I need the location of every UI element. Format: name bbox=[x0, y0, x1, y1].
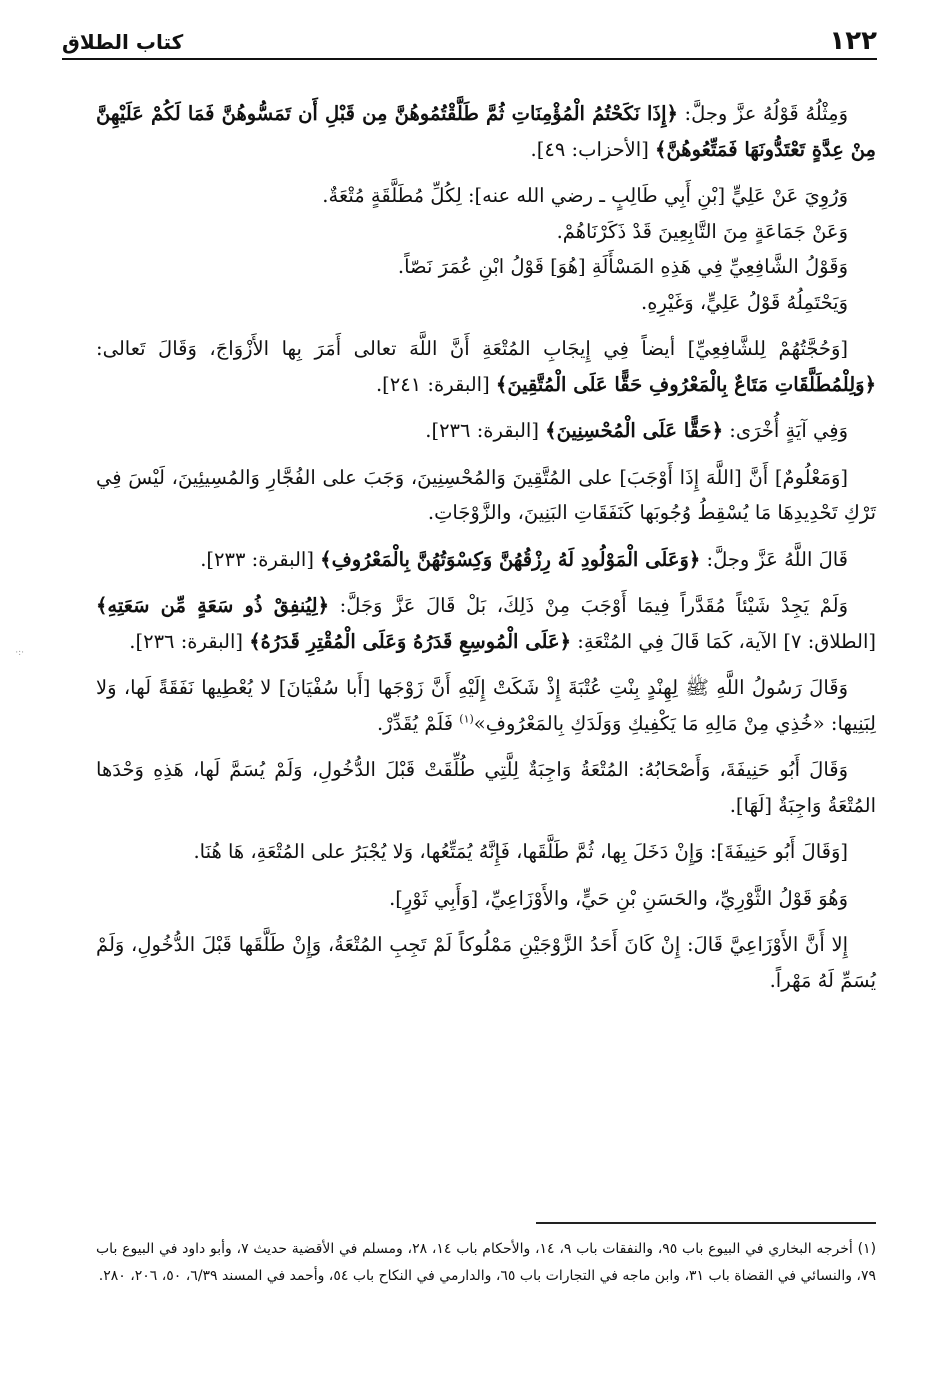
paragraph: وَمِثْلُهُ قَوْلُهُ عزَّ وجلَّ: ﴿إِذَا نَكَحْتُمُ الْمُؤْمِنَاتِ ثُمَّ طَلَّقْتُمُوهُنَّ مِن قَبْلِ أَن تَمَسُّوهُنَّ فَمَا لَكُمْ عَلَيْهِنَّ مِنْ عِدَّةٍ تَعْتَدُّونَهَا فَمَتِّعُوهُنَّ﴾ [الأحزاب: ٤٩]. bbox=[96, 102, 876, 161]
quran-verse: ﴿حَقًّا عَلَى الْمُحْسِنِينَ﴾ bbox=[545, 419, 724, 442]
quran-verse: ﴿عَلَى الْمُوسِعِ قَدَرُهُ وَعَلَى الْمُقْتِرِ قَدَرُهُ﴾ bbox=[249, 629, 572, 653]
paragraph: وَهُوَ قَوْلُ الثَّوْرِيِّ، والحَسَنِ بْنِ حَيٍّ، والأَوْزَاعِيِّ، [وَأَبِي ثَوْرٍ]. bbox=[389, 886, 848, 910]
quran-verse: ﴿لِيُنفِقْ ذُو سَعَةٍ مِّن سَعَتِهِ﴾ bbox=[96, 594, 330, 617]
quran-verse: ﴿إِذَا نَكَحْتُمُ الْمُؤْمِنَاتِ ثُمَّ طَلَّقْتُمُوهُنَّ مِن قَبْلِ أَن تَمَسُّوهُنَّ فَمَا لَكُمْ عَلَيْهِنَّ مِنْ عِدَّةٍ تَعْتَدُّونَهَا فَمَتِّعُوهُنَّ﴾ bbox=[96, 102, 876, 161]
paragraph: وَيَحْتَمِلُهُ قَوْلُ عَلِيٍّ، وَغَيْرِهِ. bbox=[641, 290, 848, 314]
paragraph: قَالَ اللَّهُ عَزَّ وجلَّ: ﴿وَعَلَى الْمَوْلُودِ لَهُ رِزْقُهُنَّ وَكِسْوَتُهُنَّ بِالْمَعْرُوفِ﴾ [البقرة: ٢٣٣]. bbox=[200, 547, 848, 571]
paragraph: إِلا أَنَّ الأَوْزَاعِيَّ قَالَ: إِنْ كَانَ أَحَدُ الزَّوْجَيْنِ مَمْلُوكاً لَمْ تَجِبِ المُتْعَةُ، وَإِنْ طَلَّقَها قَبْلَ الدُّخُولِ، وَلَمْ يُسَمِّ لَهُ مَهْراً. bbox=[96, 933, 876, 992]
quran-verse: ﴿وَلِلْمُطَلَّقَاتِ مَتَاعٌ بِالْمَعْرُوفِ حَقًّا عَلَى الْمُتَّقِينَ﴾ bbox=[495, 372, 876, 396]
footnote-marker: (١) bbox=[857, 1241, 877, 1257]
quran-verse: ﴿وَعَلَى الْمَوْلُودِ لَهُ رِزْقُهُنَّ وَكِسْوَتُهُنَّ بِالْمَعْرُوفِ﴾ bbox=[320, 547, 701, 571]
footnote-reference[interactable]: (١) bbox=[459, 712, 474, 725]
paragraph: وَقَالَ رَسُولُ اللَّهِ ﷺ لِهِنْدٍ بِنْتِ عُتْبَةَ إِذْ شَكَتْ إِلَيْهِ أَنَّ زَوْجَها [أَبا سُفْيَانَ] لا يُعْطِيها نَفَقَةً لَها، وَلا لِبَنِيها: «خُذِي مِنْ مَالِهِ مَا يَكْفِيكِ وَوَلَدَكِ بِالمَعْرُوفِ»$^{(١)}$ فَلَمْ يُقَدِّرْ. bbox=[96, 676, 876, 735]
running-header bbox=[62, 22, 877, 66]
paragraph: [وَمَعْلُومٌ] أَنَّ [اللَّهَ إِذَا أَوْجَبَ] على المُتَّقِينَ وَالمُحْسِنِينَ، وَجَبَ على الفُجَّارِ وَالمُسِيئِينَ، لَيْسَ فِي تَرْكِ تَحْدِيدِهَا مَا يُسْقِطُ وُجُوبَها كَنَفَقَاتِ البَنِينَ، والزَّوْجَاتِ. bbox=[96, 465, 876, 524]
paragraph: وَلَمْ يَجِدْ شَيْئاً مُقَدَّراً فِيمَا أَوْجَبَ مِنْ ذَلِكَ، بَلْ قَالَ عَزَّ وَجَلَّ: ﴿لِيُنفِقْ ذُو سَعَةٍ مِّن سَعَتِهِ﴾ [الطلاق: ٧] الآية، كَمَا قَالَ فِي المُتْعَةِ: ﴿عَلَى الْمُوسِعِ قَدَرُهُ وَعَلَى الْمُقْتِرِ قَدَرُهُ﴾ [البقرة: ٢٣٦]. bbox=[96, 594, 876, 653]
book-title: كتاب الطلاق bbox=[62, 30, 184, 54]
footnote-separator bbox=[536, 1222, 876, 1224]
page-number: ١٢٢ bbox=[829, 26, 877, 56]
paragraph: وَرُوِيَ عَنْ عَلِيٍّ [بْنِ أَبِي طَالِبٍ ـ رضي الله عنه]: لِكُلِّ مُطَلَّقَةٍ مُتْعَةٌ. bbox=[322, 184, 848, 207]
main-text bbox=[96, 96, 876, 1009]
paragraph: وَقَالَ أَبُو حَنِيفَةَ، وَأَصْحَابُهُ: المُتْعَةُ وَاجِبَةٌ لِلَّتِي طُلِّقَتْ قَبْلَ الدُّخُولِ، وَلَمْ يُسَمَّ لَها، هَذِهِ وَحْدَها المُتْعَةُ وَاجِبَةٌ [لَهَا]. bbox=[96, 758, 876, 817]
scan-speck: ·:· bbox=[15, 648, 24, 658]
paragraph: وَفِي آيَةٍ أُخْرَى: ﴿حَقًّا عَلَى الْمُحْسِنِينَ﴾ [البقرة: ٢٣٦]. bbox=[425, 419, 848, 442]
paragraph: [وَحُجَّتُهُمْ لِلشَّافِعِيِّ] أيضاً فِي إِيجَابِ المُتْعَةِ أَنَّ اللَّهَ تعالى أَمَرَ بِها الأَزْوَاجَ، وَقَالَ تَعالى: ﴿وَلِلْمُطَلَّقَاتِ مَتَاعٌ بِالْمَعْرُوفِ حَقًّا عَلَى الْمُتَّقِينَ﴾ [البقرة: ٢٤١]. bbox=[96, 337, 876, 396]
paragraph: وَعَنْ جَمَاعَةٍ مِنَ التَّابِعِينَ قَدْ ذَكَرْنَاهُمْ. bbox=[556, 219, 848, 243]
header-rule bbox=[62, 58, 877, 60]
footnote-text: أخرجه البخاري في البيوع باب ٩٥، والنفقات باب ٩، ١٤، والأحكام باب ١٤، ٢٨، ومسلم في الأقضية حديث ٧، وأبو داود في البيوع باب ٧٩، والنسائي في القضاة باب ٣١، وابن ماجه في التجارات باب ٦٥، والدارمي في النكاح باب ٥٤، وأحمد في المسند ٦/٣٩، ٥٠، ٢٠٦، ٢٨٠. bbox=[96, 1241, 876, 1284]
paragraph: [وَقَالَ أَبُو حَنِيفَةَ]: وَإِنْ دَخَلَ بِها، ثُمَّ طَلَّقَها، فَإِنَّهُ يُمَتِّعُها، وَلا يُجْبَرُ على المُتْعَةِ، هَا هُنَا. bbox=[193, 840, 848, 863]
paragraph: وَقَوْلُ الشَّافِعِيِّ فِي هَذِهِ المَسْأَلَةِ [هُوَ] قَوْلُ ابْنِ عُمَرَ نَصّاً. bbox=[397, 255, 848, 278]
footnote bbox=[96, 1236, 876, 1290]
